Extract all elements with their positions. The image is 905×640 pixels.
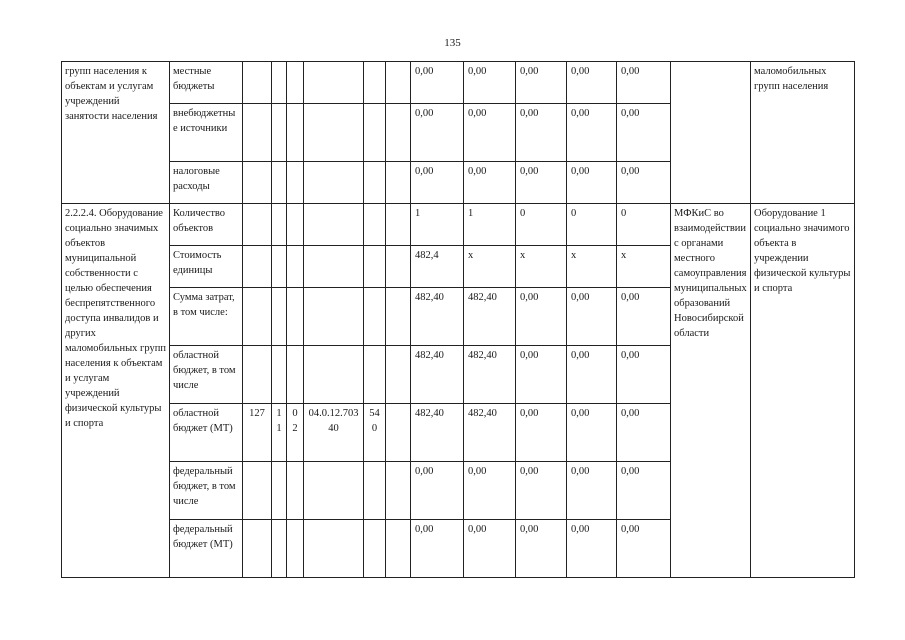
- code-cell: [364, 204, 386, 246]
- code-cell: [304, 346, 364, 404]
- funding-source: федеральный бюджет, в том числе: [170, 462, 243, 520]
- value-cell: 0,00: [617, 162, 671, 204]
- value-cell: 0,00: [464, 104, 516, 162]
- code-cell: 0 2: [287, 404, 304, 462]
- funding-source: Сумма затрат, в том числе:: [170, 288, 243, 346]
- funding-source: внебюджетные источники: [170, 104, 243, 162]
- code-cell: [287, 204, 304, 246]
- value-cell: 0,00: [617, 288, 671, 346]
- code-cell: 1 1: [272, 404, 287, 462]
- code-cell: [364, 246, 386, 288]
- code-cell: [272, 462, 287, 520]
- code-cell: [243, 204, 272, 246]
- funding-source: областной бюджет (МТ): [170, 404, 243, 462]
- funding-source: Стоимость единицы: [170, 246, 243, 288]
- value-cell: 0,00: [516, 404, 567, 462]
- value-cell: 0,00: [411, 162, 464, 204]
- funding-source: областной бюджет, в том числе: [170, 346, 243, 404]
- value-cell: 482,40: [464, 346, 516, 404]
- value-cell: 0,00: [567, 62, 617, 104]
- value-cell: 0,00: [411, 462, 464, 520]
- executor-cell: МФКиС во взаимодействии с органами местного самоуправления муниципальных образований Новосибирской области: [671, 204, 751, 578]
- value-cell: 0,00: [567, 462, 617, 520]
- expected-result: маломобильных групп населения: [751, 62, 855, 204]
- value-cell: х: [516, 246, 567, 288]
- code-cell: [272, 520, 287, 578]
- code-cell: [364, 288, 386, 346]
- value-cell: 0,00: [516, 288, 567, 346]
- value-cell: 0,00: [516, 346, 567, 404]
- code-cell: [243, 246, 272, 288]
- value-cell: х: [617, 246, 671, 288]
- value-cell: 0,00: [516, 104, 567, 162]
- executor-cell: [671, 62, 751, 204]
- code-cell: [304, 204, 364, 246]
- code-cell: [287, 346, 304, 404]
- code-cell: [243, 346, 272, 404]
- value-cell: 0,00: [567, 162, 617, 204]
- value-cell: 0,00: [464, 462, 516, 520]
- measure-description: 2.2.2.4. Оборудование социально значимых объектов муниципальной собственности с целью обеспечения беспрепятственного доступа инвалидов и других маломобильных групп населения к объектам и услугам учреждений физической культуры и спорта: [62, 204, 170, 578]
- value-cell: 0,00: [411, 104, 464, 162]
- funding-source: Количество объектов: [170, 204, 243, 246]
- value-cell: 0,00: [567, 346, 617, 404]
- measure-description: групп населения к объектам и услугам учреждений занятости населения: [62, 62, 170, 204]
- value-cell: 0,00: [617, 62, 671, 104]
- code-cell: [364, 462, 386, 520]
- code-cell: [287, 520, 304, 578]
- value-cell: 0,00: [617, 104, 671, 162]
- value-cell: 1: [464, 204, 516, 246]
- page-number: 135: [444, 37, 461, 49]
- value-cell: 0,00: [617, 462, 671, 520]
- value-cell: 0,00: [516, 520, 567, 578]
- value-cell: 0,00: [464, 162, 516, 204]
- value-cell: 0,00: [617, 346, 671, 404]
- value-cell: 0,00: [411, 62, 464, 104]
- code-cell: [287, 288, 304, 346]
- value-cell: 0,00: [516, 162, 567, 204]
- funding-source: местные бюджеты: [170, 62, 243, 104]
- code-cell: [287, 246, 304, 288]
- code-cell: [364, 520, 386, 578]
- value-cell: 0,00: [567, 404, 617, 462]
- code-cell: [304, 462, 364, 520]
- code-cell: [272, 288, 287, 346]
- value-cell: 0,00: [567, 288, 617, 346]
- value-cell: х: [464, 246, 516, 288]
- funding-source: налоговые расходы: [170, 162, 243, 204]
- code-cell: [287, 462, 304, 520]
- table-row: [62, 62, 855, 104]
- value-cell: 0,00: [567, 104, 617, 162]
- code-cell: [364, 346, 386, 404]
- value-cell: 0,00: [464, 520, 516, 578]
- code-cell: 54 0: [364, 404, 386, 462]
- code-cell: 127: [243, 404, 272, 462]
- code-cell: [272, 246, 287, 288]
- value-cell: 482,40: [411, 404, 464, 462]
- code-cell: [243, 288, 272, 346]
- value-cell: 0: [567, 204, 617, 246]
- code-cell: 04.0.12.70340: [304, 404, 364, 462]
- value-cell: 482,40: [464, 404, 516, 462]
- funding-source: федеральный бюджет (МТ): [170, 520, 243, 578]
- value-cell: 0,00: [516, 62, 567, 104]
- code-cell: [304, 520, 364, 578]
- table-row: [62, 204, 855, 246]
- value-cell: 0: [617, 204, 671, 246]
- value-cell: 0,00: [617, 404, 671, 462]
- value-cell: 0: [516, 204, 567, 246]
- value-cell: 0,00: [567, 520, 617, 578]
- code-cell: [304, 246, 364, 288]
- value-cell: 1: [411, 204, 464, 246]
- code-cell: [243, 520, 272, 578]
- value-cell: 482,40: [411, 346, 464, 404]
- budget-table: [61, 61, 855, 578]
- value-cell: 0,00: [617, 520, 671, 578]
- code-cell: [272, 204, 287, 246]
- code-cell: [272, 346, 287, 404]
- value-cell: 0,00: [516, 462, 567, 520]
- value-cell: 482,40: [411, 288, 464, 346]
- code-cell: [243, 462, 272, 520]
- code-cell: [304, 288, 364, 346]
- expected-result: Оборудование 1 социально значимого объекта в учреждении физической культуры и спорта: [751, 204, 855, 578]
- value-cell: 482,4: [411, 246, 464, 288]
- value-cell: 0,00: [411, 520, 464, 578]
- value-cell: х: [567, 246, 617, 288]
- value-cell: 0,00: [464, 62, 516, 104]
- value-cell: 482,40: [464, 288, 516, 346]
